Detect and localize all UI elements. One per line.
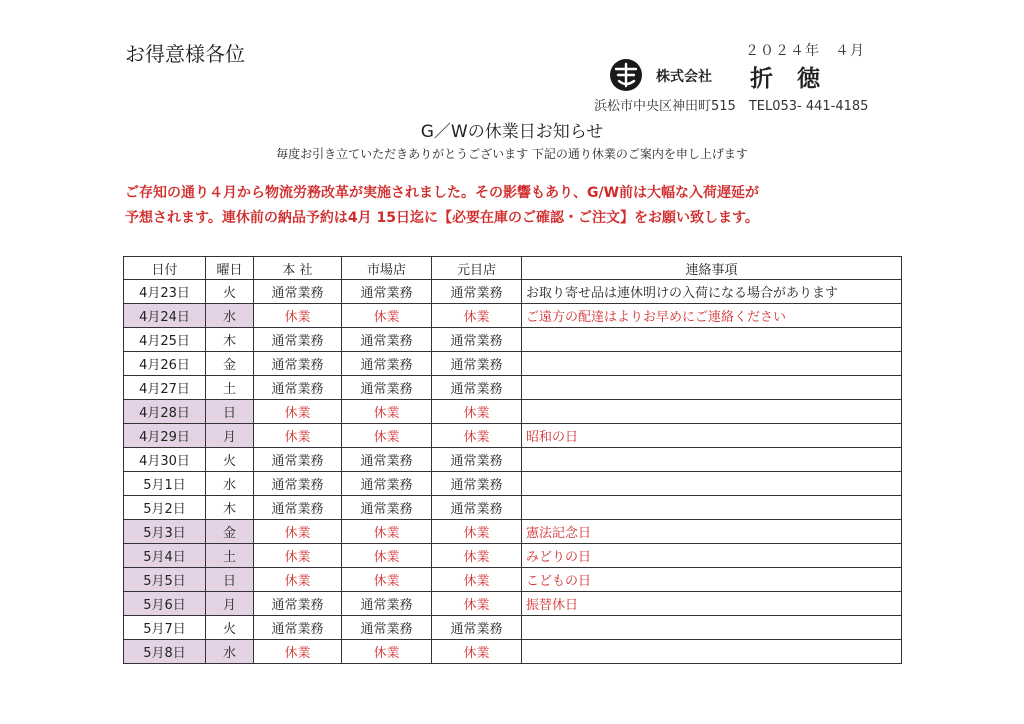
- market-store-status-cell: 通常業務: [342, 280, 432, 304]
- head-office-status-cell: 休業: [254, 640, 342, 664]
- weekday-cell: 月: [206, 592, 254, 616]
- weekday-cell: 月: [206, 424, 254, 448]
- market-store-status-cell: 通常業務: [342, 472, 432, 496]
- weekday-cell: 金: [206, 520, 254, 544]
- note-cell: [522, 448, 902, 472]
- weekday-cell: 火: [206, 448, 254, 472]
- date-cell: 5月1日: [124, 472, 206, 496]
- note-cell: [522, 616, 902, 640]
- weekday-cell: 火: [206, 280, 254, 304]
- note-cell: ご遠方の配達はよりお早めにご連絡ください: [522, 304, 902, 328]
- table-row: [124, 520, 902, 544]
- date-cell: 5月2日: [124, 496, 206, 520]
- date-cell: 4月27日: [124, 376, 206, 400]
- date-cell: 4月25日: [124, 328, 206, 352]
- market-store-status-cell: 休業: [342, 304, 432, 328]
- date-cell: 4月28日: [124, 400, 206, 424]
- note-cell: こどもの日: [522, 568, 902, 592]
- table-row: [124, 280, 902, 304]
- table-row: [124, 352, 902, 376]
- column-header-head-office: 本 社: [254, 257, 342, 280]
- note-cell: [522, 640, 902, 664]
- motome-store-status-cell: 通常業務: [432, 616, 522, 640]
- issue-date: ２０２４年 ４月: [745, 43, 865, 59]
- table-body: [124, 280, 902, 664]
- table-row: [124, 568, 902, 592]
- head-office-status-cell: 休業: [254, 304, 342, 328]
- motome-store-status-cell: 休業: [432, 424, 522, 448]
- market-store-status-cell: 通常業務: [342, 328, 432, 352]
- date-cell: 5月8日: [124, 640, 206, 664]
- weekday-cell: 土: [206, 544, 254, 568]
- motome-store-status-cell: 休業: [432, 568, 522, 592]
- head-office-status-cell: 休業: [254, 424, 342, 448]
- market-store-status-cell: 休業: [342, 400, 432, 424]
- market-store-status-cell: 休業: [342, 568, 432, 592]
- note-cell: 昭和の日: [522, 424, 902, 448]
- column-header-day: 曜日: [206, 257, 254, 280]
- head-office-status-cell: 通常業務: [254, 280, 342, 304]
- table-row: [124, 544, 902, 568]
- note-cell: [522, 376, 902, 400]
- market-store-status-cell: 休業: [342, 424, 432, 448]
- weekday-cell: 水: [206, 472, 254, 496]
- weekday-cell: 土: [206, 376, 254, 400]
- recipient-heading: お得意様各位: [125, 42, 245, 66]
- column-header-market-store: 市場店: [342, 257, 432, 280]
- head-office-status-cell: 休業: [254, 400, 342, 424]
- market-store-status-cell: 通常業務: [342, 376, 432, 400]
- head-office-status-cell: 通常業務: [254, 496, 342, 520]
- motome-store-status-cell: 休業: [432, 400, 522, 424]
- market-store-status-cell: 通常業務: [342, 496, 432, 520]
- document-title: G／Wの休業日お知らせ: [420, 122, 604, 142]
- motome-store-status-cell: 通常業務: [432, 448, 522, 472]
- table-row: [124, 304, 902, 328]
- note-cell: [522, 496, 902, 520]
- table-row: [124, 592, 902, 616]
- motome-store-status-cell: 休業: [432, 640, 522, 664]
- date-cell: 4月23日: [124, 280, 206, 304]
- motome-store-status-cell: 通常業務: [432, 472, 522, 496]
- note-cell: [522, 352, 902, 376]
- greeting-line: 毎度お引き立ていただきありがとうございます 下記の通り休業のご案内を申し上げます: [276, 147, 748, 161]
- head-office-status-cell: 通常業務: [254, 376, 342, 400]
- head-office-status-cell: 休業: [254, 520, 342, 544]
- head-office-status-cell: 休業: [254, 544, 342, 568]
- market-store-status-cell: 通常業務: [342, 616, 432, 640]
- market-store-status-cell: 通常業務: [342, 592, 432, 616]
- head-office-status-cell: 通常業務: [254, 472, 342, 496]
- head-office-status-cell: 通常業務: [254, 328, 342, 352]
- weekday-cell: 金: [206, 352, 254, 376]
- market-store-status-cell: 休業: [342, 544, 432, 568]
- column-header-date: 日付: [124, 257, 206, 280]
- date-cell: 4月29日: [124, 424, 206, 448]
- table-header-row: [124, 257, 902, 280]
- notice-line: ご存知の通り４月から物流労務改革が実施されました。その影響もあり、G/W前は大幅な入荷遅延が: [125, 185, 760, 201]
- date-cell: 5月3日: [124, 520, 206, 544]
- date-cell: 4月24日: [124, 304, 206, 328]
- weekday-cell: 日: [206, 400, 254, 424]
- company-name: 折 徳: [750, 66, 829, 92]
- table-row: [124, 616, 902, 640]
- date-cell: 4月30日: [124, 448, 206, 472]
- market-store-status-cell: 休業: [342, 520, 432, 544]
- table-row: [124, 400, 902, 424]
- motome-store-status-cell: 通常業務: [432, 376, 522, 400]
- table-row: [124, 424, 902, 448]
- note-cell: [522, 472, 902, 496]
- market-store-status-cell: 通常業務: [342, 352, 432, 376]
- table-row: [124, 376, 902, 400]
- motome-store-status-cell: 通常業務: [432, 328, 522, 352]
- head-office-status-cell: 休業: [254, 568, 342, 592]
- weekday-cell: 木: [206, 328, 254, 352]
- date-cell: 5月4日: [124, 544, 206, 568]
- weekday-cell: 水: [206, 304, 254, 328]
- company-type-label: 株式会社: [656, 69, 712, 85]
- date-cell: 5月5日: [124, 568, 206, 592]
- motome-store-status-cell: 休業: [432, 592, 522, 616]
- market-store-status-cell: 休業: [342, 640, 432, 664]
- date-cell: 5月6日: [124, 592, 206, 616]
- motome-store-status-cell: 通常業務: [432, 496, 522, 520]
- motome-store-status-cell: 通常業務: [432, 352, 522, 376]
- date-cell: 4月26日: [124, 352, 206, 376]
- motome-store-status-cell: 休業: [432, 544, 522, 568]
- column-header-notes: 連絡事項: [522, 257, 902, 280]
- date-cell: 5月7日: [124, 616, 206, 640]
- notice-line: 予想されます。連休前の納品予約は4月 15日迄に【必要在庫のご確認・ご注文】をお願い致します。: [125, 210, 759, 226]
- head-office-status-cell: 通常業務: [254, 616, 342, 640]
- motome-store-status-cell: 休業: [432, 304, 522, 328]
- table-row: [124, 640, 902, 664]
- table-row: [124, 448, 902, 472]
- note-cell: [522, 400, 902, 424]
- table-row: [124, 496, 902, 520]
- weekday-cell: 木: [206, 496, 254, 520]
- column-header-motome-store: 元目店: [432, 257, 522, 280]
- head-office-status-cell: 通常業務: [254, 352, 342, 376]
- head-office-status-cell: 通常業務: [254, 448, 342, 472]
- company-address: 浜松市中央区神田町515 TEL053- 441-4185: [594, 99, 869, 114]
- note-cell: 振替休日: [522, 592, 902, 616]
- weekday-cell: 火: [206, 616, 254, 640]
- market-store-status-cell: 通常業務: [342, 448, 432, 472]
- head-office-status-cell: 通常業務: [254, 592, 342, 616]
- motome-store-status-cell: 休業: [432, 520, 522, 544]
- weekday-cell: 日: [206, 568, 254, 592]
- note-cell: みどりの日: [522, 544, 902, 568]
- note-cell: 憲法記念日: [522, 520, 902, 544]
- note-cell: [522, 328, 902, 352]
- note-cell: お取り寄せ品は連休明けの入荷になる場合があります: [522, 280, 902, 304]
- table-row: [124, 328, 902, 352]
- weekday-cell: 水: [206, 640, 254, 664]
- table-row: [124, 472, 902, 496]
- motome-store-status-cell: 通常業務: [432, 280, 522, 304]
- holiday-schedule-table: [123, 256, 902, 664]
- company-logo: [608, 57, 644, 93]
